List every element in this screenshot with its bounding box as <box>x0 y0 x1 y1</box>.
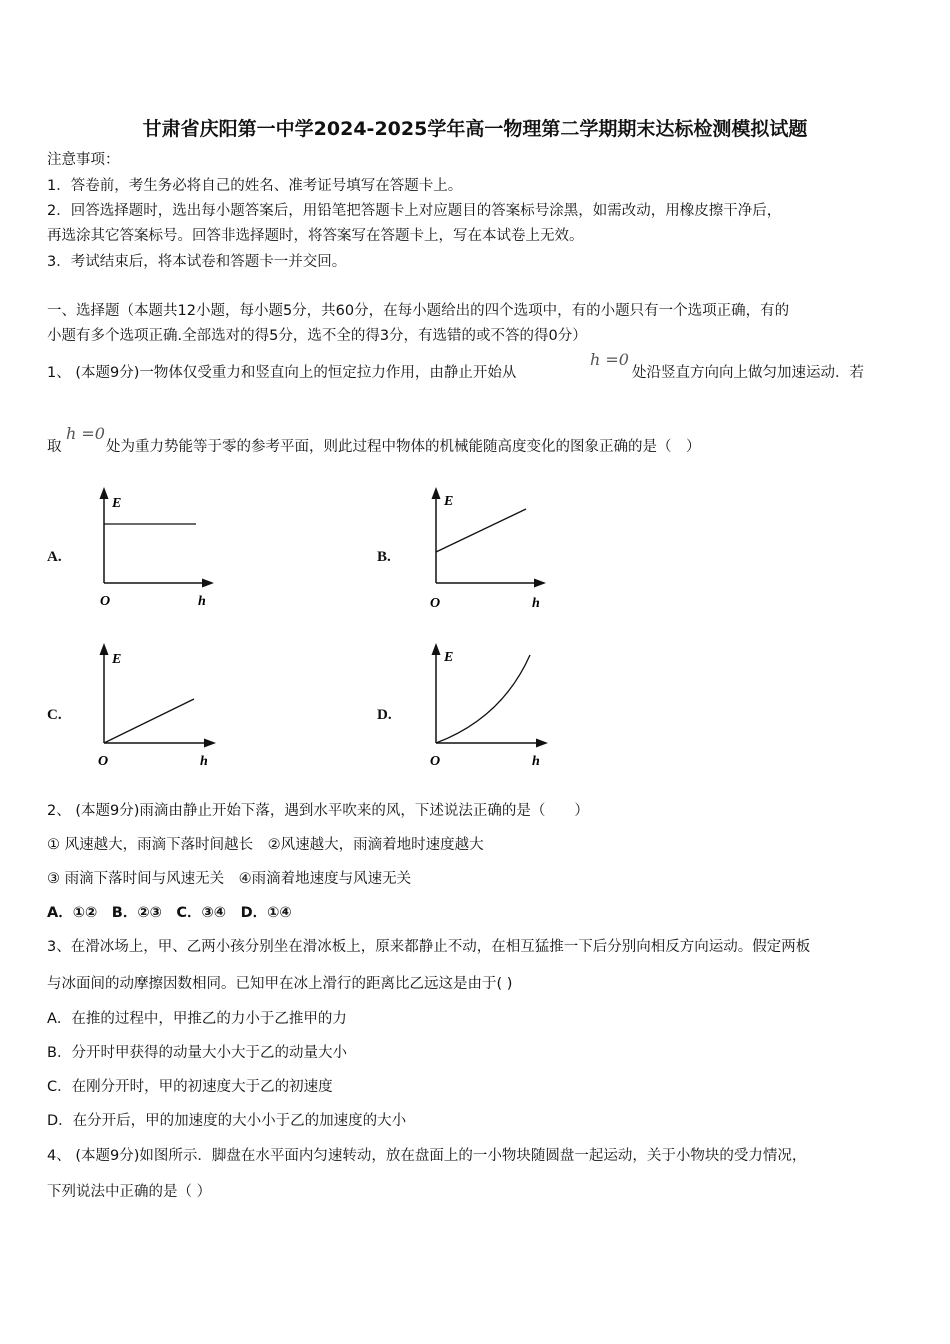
svg-text:E: E <box>112 496 122 511</box>
notice-item: 再选涂其它答案标号。回答非选择题时，将答案写在答题卡上，写在本试卷上无效。 <box>47 228 584 244</box>
svg-text:h: h <box>532 754 540 769</box>
q2-statement: ③ 雨滴下落时间与风速无关 ④雨滴着地速度与风速无关 <box>47 871 412 887</box>
svg-text:O: O <box>430 754 441 769</box>
q3-option-a: A．在推的过程中，甲推乙的力小于乙推甲的力 <box>47 1011 347 1027</box>
notice-item: 1．答卷前，考生务必将自己的姓名、准考证号填写在答题卡上。 <box>47 178 463 194</box>
svg-text:O: O <box>100 594 111 609</box>
q4-stem: 4、 (本题9分)如图所示．脚盘在水平面内匀速转动，放在盘面上的一小物块随圆盘一起运动，关于小物块的受力情况， <box>47 1148 807 1164</box>
graph-line <box>104 699 194 743</box>
q2-choices: A．①② B．②③ C．③④ D．①④ <box>47 905 292 921</box>
svg-text:E: E <box>112 652 122 667</box>
q3-stem: 与冰面间的动摩擦因数相同。已知甲在冰上滑行的距离比乙远这是由于( ) <box>47 976 513 992</box>
q3-option-b: B．分开时甲获得的动量大小大于乙的动量大小 <box>47 1045 347 1061</box>
q3-option-c: C．在刚分开时，甲的初速度大于乙的初速度 <box>47 1079 333 1095</box>
q3-option-d: D．在分开后，甲的加速度的大小小于乙的加速度的大小 <box>47 1113 407 1129</box>
q1-line1a: 1、 (本题9分)一物体仅受重力和竖直向上的恒定拉力作用，由静止开始从 <box>47 365 517 381</box>
q1-line2a: 取 <box>47 439 62 455</box>
graph-line <box>436 509 526 552</box>
option-c-label: C. <box>47 707 62 723</box>
graph-b <box>422 485 552 615</box>
svg-text:h: h <box>200 754 208 769</box>
svg-text:O: O <box>98 754 109 769</box>
svg-text:h: h <box>198 594 206 609</box>
option-a-label: A. <box>47 549 62 565</box>
q1-line1b: 处沿竖直方向向上做匀加速运动．若 <box>632 365 864 381</box>
notice-item: 3．考试结束后，将本试卷和答题卡一并交回。 <box>47 254 347 270</box>
q3-stem: 3、在滑冰场上，甲、乙两小孩分别坐在滑冰板上，原来都静止不动，在相互猛推一下后分别向相反方向运动。假定两板 <box>47 939 811 955</box>
graph-d <box>422 643 552 773</box>
page-title: 甘肃省庆阳第一中学2024-2025学年高一物理第二学期期末达标检测模拟试题 <box>142 118 808 140</box>
graph-a <box>90 485 220 615</box>
option-b-label: B. <box>377 549 391 565</box>
graph-curve <box>436 655 530 743</box>
q1-line2b: 处为重力势能等于零的参考平面，则此过程中物体的机械能随高度变化的图象正确的是（ ） <box>106 439 701 455</box>
notice-heading: 注意事项： <box>47 152 120 168</box>
q4-stem: 下列说法中正确的是（ ） <box>47 1184 212 1200</box>
option-d-label: D. <box>377 707 392 723</box>
section-heading: 小题有多个选项正确.全部选对的得5分，选不全的得3分，有选错的或不答的得0分） <box>47 328 587 344</box>
svg-text:E: E <box>444 650 454 665</box>
svg-text:h: h <box>532 596 540 611</box>
q1-math: h =0 <box>590 350 629 369</box>
q2-stem: 2、 (本题9分)雨滴由静止开始下落，遇到水平吹来的风，下述说法正确的是（ ） <box>47 803 589 819</box>
section-heading: 一、选择题（本题共12小题，每小题5分，共60分，在每小题给出的四个选项中，有的小题只有一个选项正确，有的 <box>47 303 790 319</box>
graph-c <box>90 643 220 773</box>
notice-item: 2．回答选择题时，选出每小题答案后，用铅笔把答题卡上对应题目的答案标号涂黑，如需改动，用橡皮擦干净后， <box>47 203 782 219</box>
q2-statement: ① 风速越大，雨滴下落时间越长 ②风速越大，雨滴着地时速度越大 <box>47 837 484 853</box>
svg-text:O: O <box>430 596 441 611</box>
svg-text:E: E <box>444 494 454 509</box>
q1-math: h =0 <box>66 424 105 443</box>
